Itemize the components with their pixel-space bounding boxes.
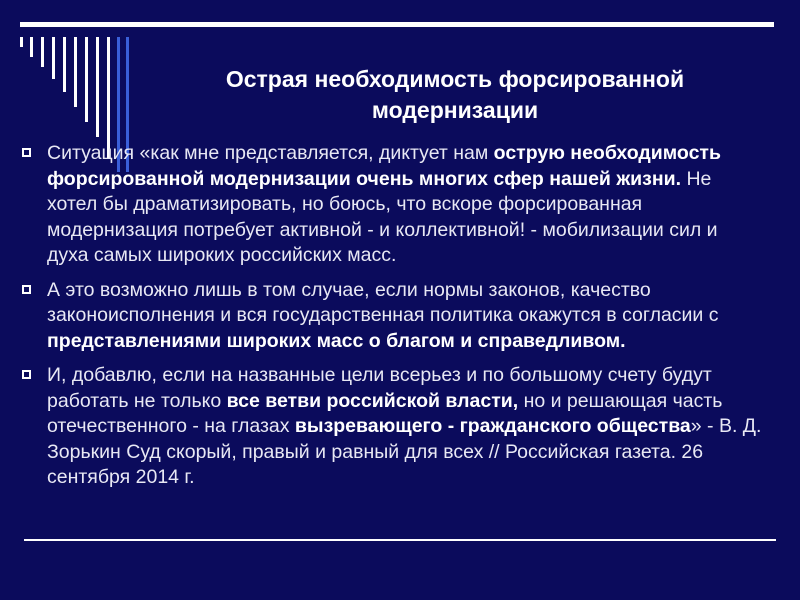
bullet-text	[47, 141, 762, 269]
square-bullet-icon	[22, 148, 31, 157]
square-bullet-icon	[22, 370, 31, 379]
bottom-rule	[24, 539, 776, 541]
bullet-item	[22, 363, 762, 491]
bold-run: все ветви российской власти,	[226, 389, 519, 412]
slide-title: Острая необходимость форсированной модернизации	[225, 66, 685, 123]
text-run: И, добавлю, если на названные цели всерьез и по большому счету будут работать не только	[47, 364, 712, 412]
text-run: Не хотел бы драматизировать, но боюсь, что вскоре форсированная модернизация потребует активной - и коллективной! - мобилизации сил и духа самых широких российских масс.	[47, 167, 718, 266]
bullet-text	[47, 363, 762, 491]
text-run: А это возможно лишь в том случае, если нормы законов, качество законоисполнения и вся государственная политика окажутся в согласии с	[47, 278, 719, 326]
bold-run: острую необходимость форсированной модернизации очень многих сфер нашей жизни.	[47, 142, 721, 190]
bold-run: вызревающего - гражданского общества	[294, 415, 691, 437]
decorative-stripe	[52, 37, 55, 79]
slide-content	[22, 141, 762, 500]
decorative-stripe	[30, 37, 33, 57]
decorative-stripe	[85, 37, 88, 122]
bullet-item	[22, 141, 762, 269]
text-run: » - В. Д. Зорькин Суд скорый, правый и равный для всех // Российская газета. 26 сентября 2014 г.	[47, 415, 762, 488]
decorative-stripe	[63, 37, 66, 92]
top-rule	[20, 22, 774, 27]
bullet-text	[47, 278, 762, 355]
square-bullet-icon	[22, 285, 31, 294]
text-run: Ситуация «как мне представляется, диктует нам	[47, 142, 494, 164]
bold-run: представлениями широких масс о благом и справедливом.	[47, 329, 626, 352]
decorative-stripe	[20, 37, 23, 47]
decorative-stripe	[74, 37, 77, 107]
text-run: но и решающая часть отечественного - на глазах	[47, 389, 723, 437]
decorative-stripe	[41, 37, 44, 67]
bullet-item	[22, 278, 762, 355]
decorative-stripe	[96, 37, 99, 137]
